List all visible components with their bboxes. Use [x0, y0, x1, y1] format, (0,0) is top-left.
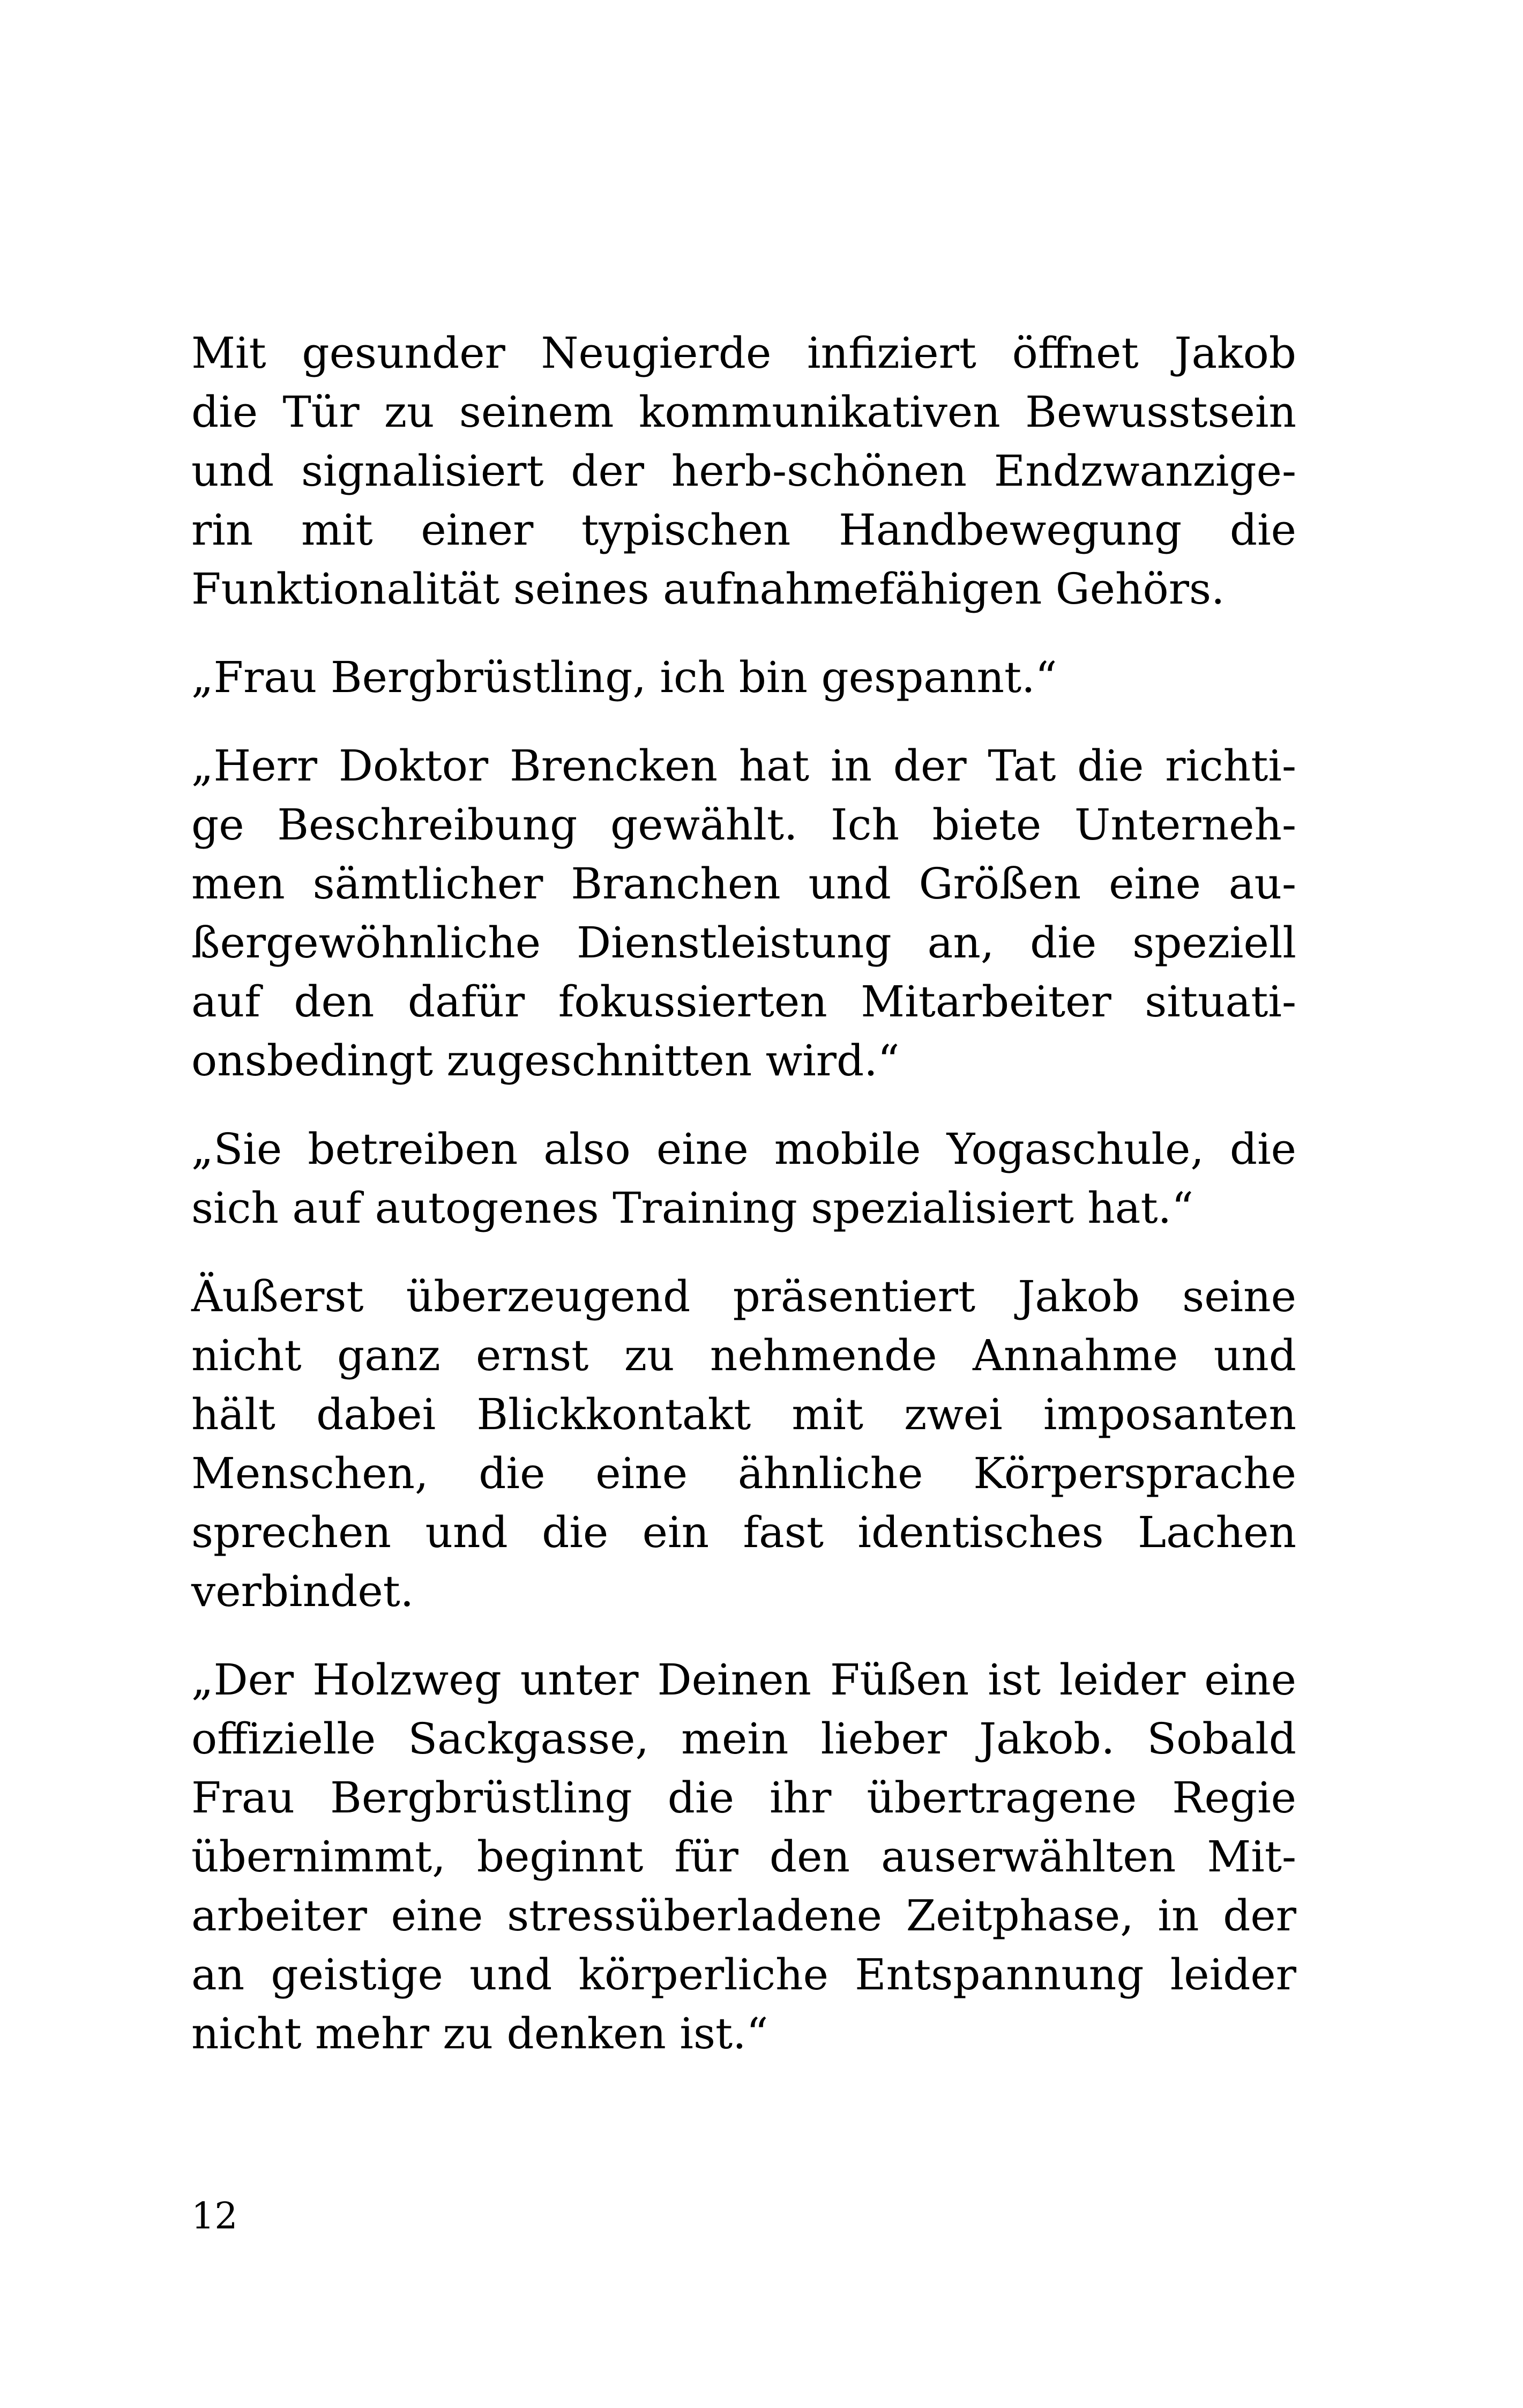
text-line: hält dabei Blickkontakt mit zwei imposanten: [191, 1389, 1296, 1439]
text-line: arbeiter eine stressüberladene Zeitphase, in der: [191, 1891, 1296, 1941]
text-line: men sämtlicher Branchen und Größen eine au-: [191, 859, 1296, 909]
paragraph: [191, 324, 1296, 619]
text-line: Äußerst überzeugend präsentiert Jakob seine: [191, 1272, 1296, 1321]
text-line: ßergewöhnliche Dienstleistung an, die speziell: [191, 918, 1296, 968]
text-line: Menschen, die eine ähnliche Körpersprache: [191, 1448, 1296, 1498]
text-line: nicht mehr zu denken ist.“: [191, 2009, 768, 2058]
text-line: „Frau Bergbrüstling, ich bin gespannt.“: [191, 652, 1057, 702]
text-line: rin mit einer typischen Handbewegung die: [191, 505, 1296, 555]
paragraph: [191, 1120, 1296, 1238]
text-line: und signalisiert der herb-schönen Endzwanzige-: [191, 446, 1296, 496]
text-line: Frau Bergbrüstling die ihr übertragene Regie: [191, 1773, 1296, 1823]
text-line: „Sie betreiben also eine mobile Yogaschule, die: [191, 1124, 1296, 1174]
paragraph-gap: [191, 1090, 1296, 1120]
page-number: 12: [191, 2195, 238, 2238]
text-line: an geistige und körperliche Entspannung leider: [191, 1950, 1296, 2000]
text-line: auf den dafür fokussierten Mitarbeiter situati-: [191, 977, 1296, 1027]
paragraph-gap: [191, 1621, 1296, 1651]
text-line: die Tür zu seinem kommunikativen Bewusstsein: [191, 387, 1296, 437]
paragraph: [191, 1267, 1296, 1621]
paragraph: [191, 1651, 1296, 2063]
text-line: sprechen und die ein fast identisches Lachen: [191, 1507, 1296, 1557]
paragraph-gap: [191, 707, 1296, 737]
text-line: nicht ganz ernst zu nehmende Annahme und: [191, 1331, 1296, 1380]
text-line: Mit gesunder Neugierde infiziert öffnet Jakob: [191, 328, 1296, 378]
text-line: onsbedingt zugeschnitten wird.“: [191, 1036, 900, 1086]
text-line: „Der Holzweg unter Deinen Füßen ist leider eine: [191, 1655, 1296, 1705]
body-text: [191, 324, 1296, 2063]
paragraph: [191, 737, 1296, 1090]
text-line: sich auf autogenes Training spezialisiert hat.“: [191, 1183, 1193, 1233]
text-line: übernimmt, beginnt für den auserwählten Mit-: [191, 1832, 1296, 1882]
text-line: verbindet.: [191, 1566, 414, 1616]
paragraph: [191, 648, 1296, 707]
paragraph-gap: [191, 619, 1296, 648]
text-line: Funktionalität seines aufnahmefähigen Gehörs.: [191, 564, 1225, 614]
paragraph-gap: [191, 1238, 1296, 1267]
text-line: offizielle Sackgasse, mein lieber Jakob. Sobald: [191, 1714, 1296, 1764]
text-line: ge Beschreibung gewählt. Ich biete Unterneh-: [191, 800, 1296, 850]
text-line: „Herr Doktor Brencken hat in der Tat die richti-: [191, 741, 1296, 791]
